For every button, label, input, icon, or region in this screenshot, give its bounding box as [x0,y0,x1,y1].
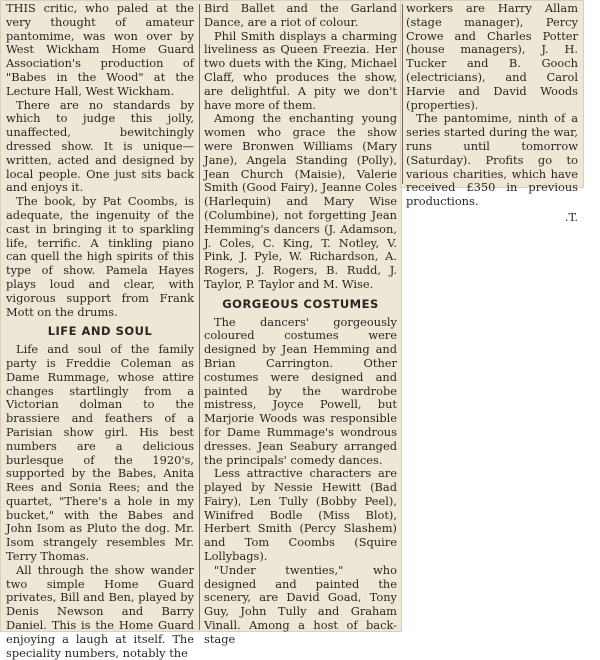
paragraph: Life and soul of the family party is Freddie Coleman as Dame Rummage, whose attire changes startlingly from a Victorian dolman to the brassiere and feathers of a Parisian show girl. His best numbers are a delicious burlesque of the 1920's, supported by the Babes, Anita Rees and Sonia Rees; and the quartet, "There's a hole in my bucket," with the Babes and John Isom as Pluto the dog. Mr. Isom strangely resembles Mr. Terry Thomas. [6,342,194,564]
lead-paragraph: THIS critic, who paled at the very thought of amateur pantomime, was won over by West Wickham Home Guard Association's production of "Babes in the Wood" at the Lecture Hall, West Wickham. [6,1,194,98]
column-rule-1 [199,4,200,630]
section-heading-gorgeous-costumes: GORGEOUS COSTUMES [222,296,379,311]
paragraph: The book, by Pat Coombs, is adequate, the ingenuity of the cast in bringing it to sparkling life, terrific. A tinkling piano can quell the high spirits of this type of show. Pamela Hayes plays loud and clear, with vigorous support from Frank Mott on the drums. [6,194,194,319]
paragraph: Bird Ballet and the Garland Dance, are a riot of colour. [204,1,397,29]
author-signoff: .T. [564,209,578,224]
paragraph: All through the show wander two simple Home Guard privates, Bill and Ben, played by Denis Newson and Barry Daniel. This is the Home Guard enjoying a laugh at itself. The speciality numbers, notably the [6,562,194,660]
paragraph: "Under twenties," who designed and painted the scenery, are David Goad, Tony Guy, John Tully and Graham Vinall. Among a host of back-stage [204,562,397,646]
article-column-3 [406,2,578,225]
section-heading-life-and-soul: LIFE AND SOUL [47,324,153,339]
paragraph: Phil Smith displays a charming liveliness as Queen Freezia. Her two duets with the King, Michael Claff, who produces the show, are delightful. A pity we don't have more of them. [204,28,397,112]
column-rule-2 [402,4,403,184]
paragraph: There are no standards by which to judge this jolly, unaffected, bewitchingly dressed show. It is unique—written, acted and designed by local people. One just sits back and enjoys it. [6,97,194,195]
paragraph: The dancers' gorgeously coloured costumes were designed by Jean Hemming and Brian Carrington. Other costumes were designed and painted by the wardrobe mistress, Joyce Powell, but Marjorie Woods was responsible for Dame Rummage's wondrous dresses. Jean Seabury arranged the principals' comedy dances. [204,314,397,467]
paragraph: Less attractive characters are played by Nessie Hewitt (Bad Fairy), Len Tully (Bobby Peel), Winifred Bodle (Miss Blot), Herbert Smith (Percy Slashem) and Tom Coombs (Squire Lollybags). [204,466,397,564]
paragraph: Among the enchanting young women who grace the show were Bronwen Williams (Mary Jane), Angela Standing (Polly), Jean Church (Maisie), Valerie Smith (Good Fairy), Jeanne Coles (Harlequin) and Mary Wise (Columbine), not forgetting Jean Hemming's dancers (J. Adamson, J. Coles, C. King, T. Notley, V. Pink, J. Pyle, W. Richardson, A. Rogers, J. Rogers, B. Rudd, J. Taylor, P. Taylor and M. Wise. [204,111,397,291]
paragraph: workers are Harry Allam (stage manager), Percy Crowe and Charles Potter (house managers), J. H. Tucker and B. Gooch (electricians), and Carol Harvie and David Woods (properties). [406,1,578,112]
paragraph: The pantomime, ninth of a series started during the war, runs until tomorrow (Saturday). Profits go to various charities, which have received £350 in previous productions. [406,111,578,209]
article-column-1 [6,2,194,660]
article-column-2 [204,2,397,647]
